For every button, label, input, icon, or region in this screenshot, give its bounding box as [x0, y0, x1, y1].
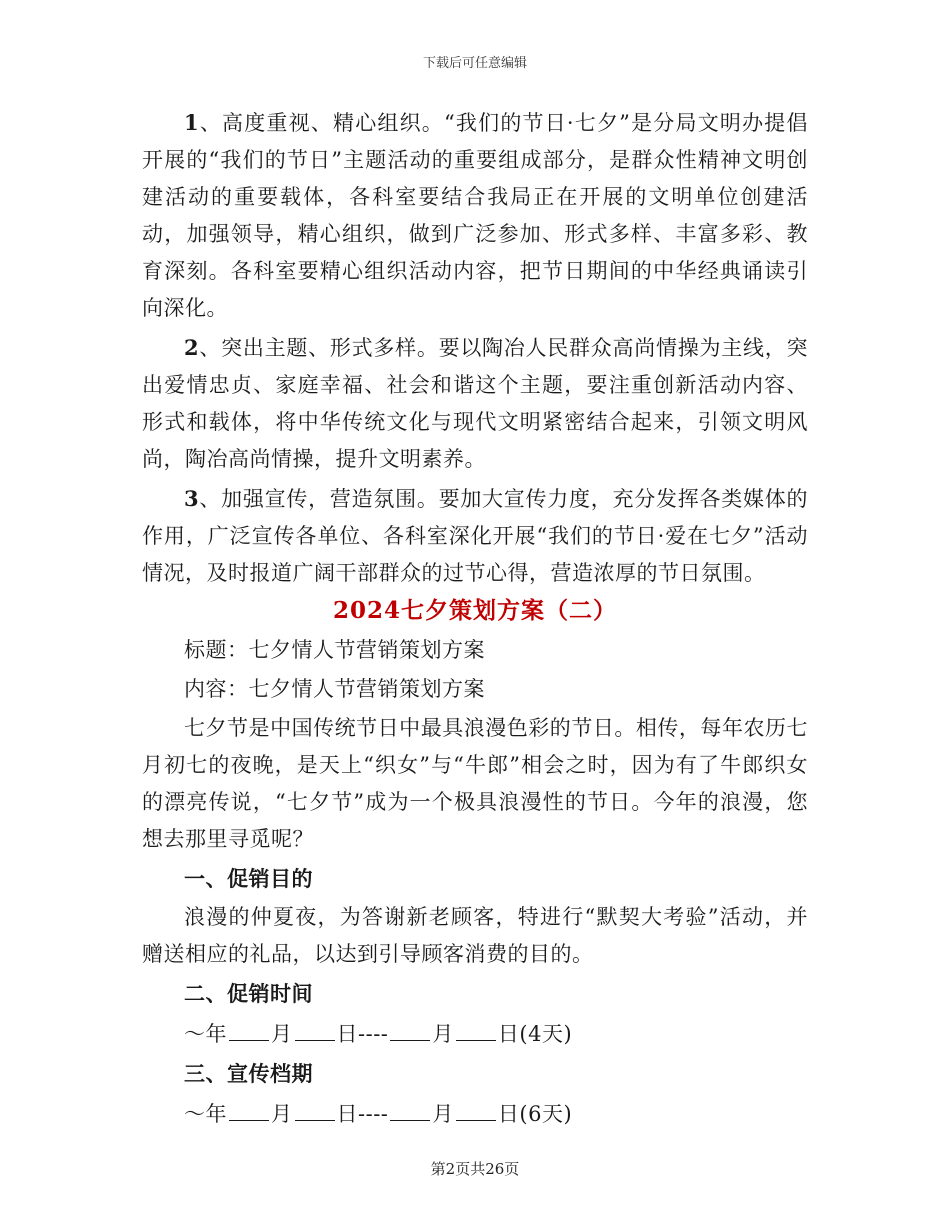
item-number: 3: [184, 486, 200, 511]
heading-promo-goal: 一、促销目的: [184, 866, 313, 891]
list-item: [142, 329, 808, 478]
item-number: 2: [184, 335, 200, 360]
blank-underline: [295, 1014, 335, 1041]
section-title: 2024七夕策划方案（二）: [332, 597, 617, 624]
month-label: 月: [432, 1022, 454, 1046]
list-item: [142, 104, 808, 327]
date-prefix: ～年: [184, 1102, 227, 1126]
day-label: 日(4天): [497, 1022, 573, 1046]
day-label: 日----: [336, 1022, 389, 1046]
blank-underline: [295, 1094, 335, 1121]
document-body: [142, 104, 808, 1133]
month-label: 月: [271, 1022, 293, 1046]
promo-schedule-line: [142, 1094, 808, 1133]
promo-time-line: [142, 1014, 808, 1053]
blank-underline: [456, 1014, 496, 1041]
month-label: 月: [432, 1102, 454, 1126]
item-number: 1: [184, 110, 200, 135]
date-prefix: ～年: [184, 1022, 227, 1046]
content-line: 内容：七夕情人节营销策划方案: [184, 677, 485, 701]
month-label: 月: [271, 1102, 293, 1126]
heading-promo-schedule: 三、宣传档期: [184, 1061, 313, 1086]
intro-paragraph: 七夕节是中国传统节日中最具浪漫色彩的节日。相传，每年农历七月初七的夜晚，是天上“织女”与“牛郎”相会之时，因为有了牛郎织女的漂亮传说，“七夕节”成为一个极具浪漫性的节日。今年的浪漫，您想去那里寻觅呢？: [142, 716, 808, 851]
item-text: 、加强宣传，营造氛围。要加大宣传力度，充分发挥各类媒体的作用，广泛宣传各单位、各科室深化开展“我们的节日·爱在七夕”活动情况，及时报道广阔干部群众的过节心得，营造浓厚的节日氛围。: [142, 487, 808, 585]
label-line: 标题：七夕情人节营销策划方案: [184, 638, 485, 662]
blank-underline: [229, 1094, 269, 1121]
blank-underline: [456, 1094, 496, 1121]
promo-goal-paragraph: 浪漫的仲夏夜，为答谢新老顾客，特进行“默契大考验”活动，并赠送相应的礼品，以达到引导顾客消费的目的。: [142, 905, 808, 966]
item-text: 、高度重视、精心组织。“我们的节日·七夕”是分局文明办提倡开展的“我们的节日”主题活动的重要组成部分，是群众性精神文明创建活动的重要载体，各科室要结合我局正在开展的文明单位创建活动，加强领导，精心组织，做到广泛参加、形式多样、丰富多彩、教育深刻。各科室要精心组织活动内容，把节日期间的中华经典诵读引向深化。: [142, 111, 808, 320]
item-text: 、突出主题、形式多样。要以陶冶人民群众高尚情操为主线，突出爱情忠贞、家庭幸福、社会和谐这个主题，要注重创新活动内容、形式和载体，将中华传统文化与现代文明紧密结合起来，引领文明风尚，陶冶高尚情操，提升文明素养。: [142, 336, 808, 471]
blank-underline: [390, 1094, 430, 1121]
page-header: 下载后可任意编辑: [422, 56, 527, 71]
day-label: 日----: [336, 1102, 389, 1126]
blank-underline: [229, 1014, 269, 1041]
list-item: [142, 480, 808, 592]
heading-promo-time: 二、促销时间: [184, 981, 313, 1006]
blank-underline: [390, 1014, 430, 1041]
day-label: 日(6天): [497, 1102, 573, 1126]
page-footer: 第2页共26页: [430, 1160, 520, 1178]
